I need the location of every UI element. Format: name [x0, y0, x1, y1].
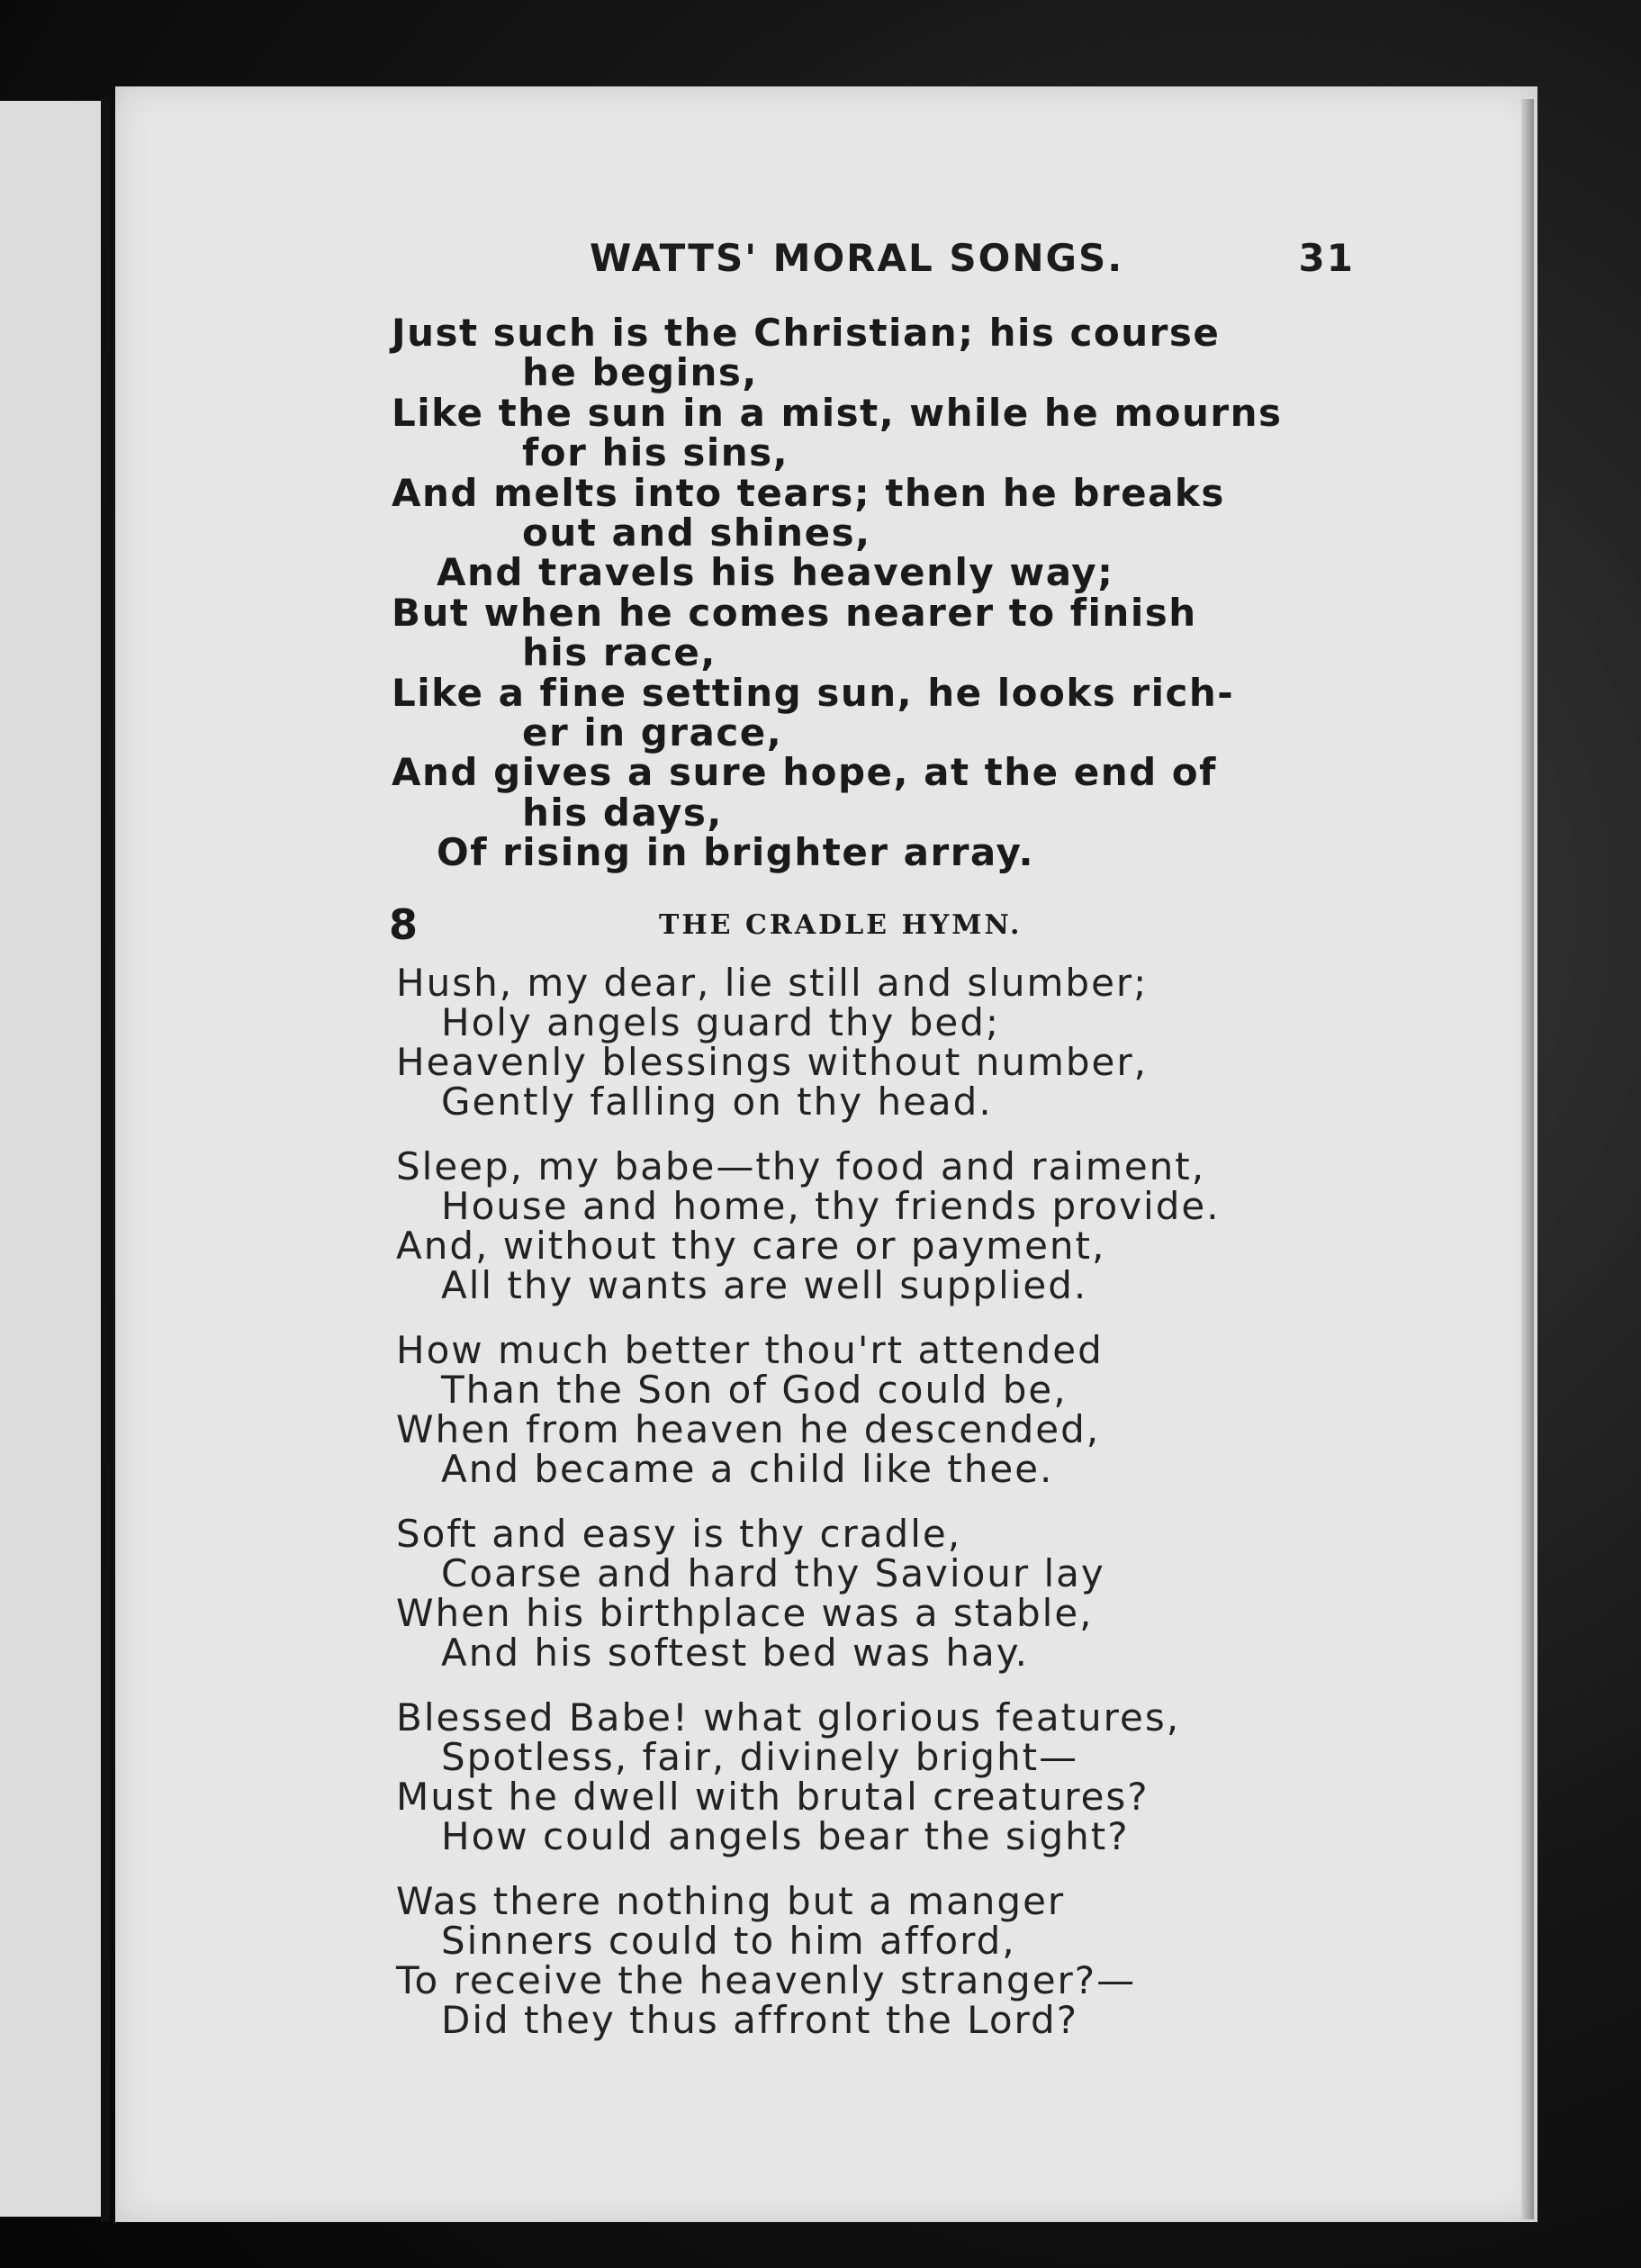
stanza: [396, 1514, 1386, 1673]
stanza: [396, 1144, 1386, 1307]
poem-line: his days,: [522, 790, 723, 835]
hymn-title: THE CRADLE HYMN.: [659, 909, 1023, 941]
poem-line: for his sins,: [522, 430, 789, 475]
poem-line: er in grace,: [522, 709, 783, 754]
stanza: [396, 1879, 1386, 2042]
scan-mark: [106, 815, 115, 945]
poem-line: Just such is the Christian; his course: [392, 311, 1221, 355]
hymn-line: Holy angels guard thy bed;: [441, 1000, 1001, 1044]
poem-line: he begins,: [522, 350, 758, 395]
stanza: [396, 1328, 1386, 1491]
poem-line: Like the sun in a mist, while he mourns: [392, 390, 1283, 435]
hymn-line: To receive the heavenly stranger?—: [396, 1958, 1137, 2002]
poem-line: But when he comes nearer to finish: [392, 590, 1197, 635]
hymn-line: Did they thus affront the Lord?: [441, 1998, 1078, 2042]
hymn-line: When his birthplace was a stable,: [396, 1591, 1094, 1635]
hymn-line: Coarse and hard thy Saviour lay: [441, 1551, 1105, 1595]
poem-line: And melts into tears; then he breaks: [392, 470, 1225, 515]
page-number: 31: [1298, 236, 1355, 280]
hymn-line: How much better thou'rt attended: [396, 1328, 1104, 1372]
hymn-line: Blessed Babe! what glorious features,: [396, 1695, 1181, 1739]
poem-line: his race,: [522, 630, 717, 675]
hymn-line: And became a child like thee.: [441, 1447, 1054, 1491]
cradle-hymn: [396, 963, 1386, 2065]
facing-page-edge: [0, 101, 106, 2217]
hymn-line: Sleep, my babe—thy food and raiment,: [396, 1144, 1206, 1188]
hymn-line: Heavenly blessings without number,: [396, 1040, 1148, 1084]
hymn-line: Than the Son of God could be,: [441, 1368, 1068, 1412]
hymn-line: Soft and easy is thy cradle,: [396, 1512, 962, 1556]
hymn-line: House and home, thy friends provide.: [441, 1184, 1221, 1228]
poem-line: Of rising in brighter array.: [437, 830, 1034, 875]
hymn-line: Hush, my dear, lie still and slumber;: [396, 961, 1149, 1005]
running-title: WATTS' MORAL SONGS.: [590, 236, 1124, 280]
page-right-edge: [1521, 99, 1534, 2219]
stanza: [396, 1695, 1386, 1858]
hymn-line: When from heaven he descended,: [396, 1407, 1101, 1451]
book-gutter: [101, 97, 110, 2222]
hymn-line: Was there nothing but a manger: [396, 1879, 1066, 1923]
hymn-line: Sinners could to him afford,: [441, 1919, 1016, 1963]
poem-line: And travels his heavenly way;: [437, 550, 1114, 595]
hymn-number: 8: [389, 900, 419, 949]
hymn-line: And, without thy care or payment,: [396, 1224, 1106, 1268]
poem-line: Like a fine setting sun, he looks rich-: [392, 670, 1235, 715]
poem-line: And gives a sure hope, at the end of: [392, 750, 1217, 795]
poem-continuation: [392, 311, 1364, 875]
hymn-line: Must he dwell with brutal creatures?: [396, 1775, 1150, 1819]
hymn-line: Gently falling on thy head.: [441, 1080, 993, 1124]
stanza: [396, 963, 1386, 1122]
hymn-line: And his softest bed was hay.: [441, 1631, 1029, 1675]
hymn-heading: [389, 900, 1379, 954]
hymn-line: Spotless, fair, divinely bright—: [441, 1735, 1079, 1779]
hymn-line: All thy wants are well supplied.: [441, 1263, 1088, 1307]
hymn-line: How could angels bear the sight?: [441, 1814, 1130, 1858]
poem-line: out and shines,: [522, 510, 871, 555]
scan-mark: [106, 1035, 115, 1130]
running-header: [590, 236, 1355, 290]
